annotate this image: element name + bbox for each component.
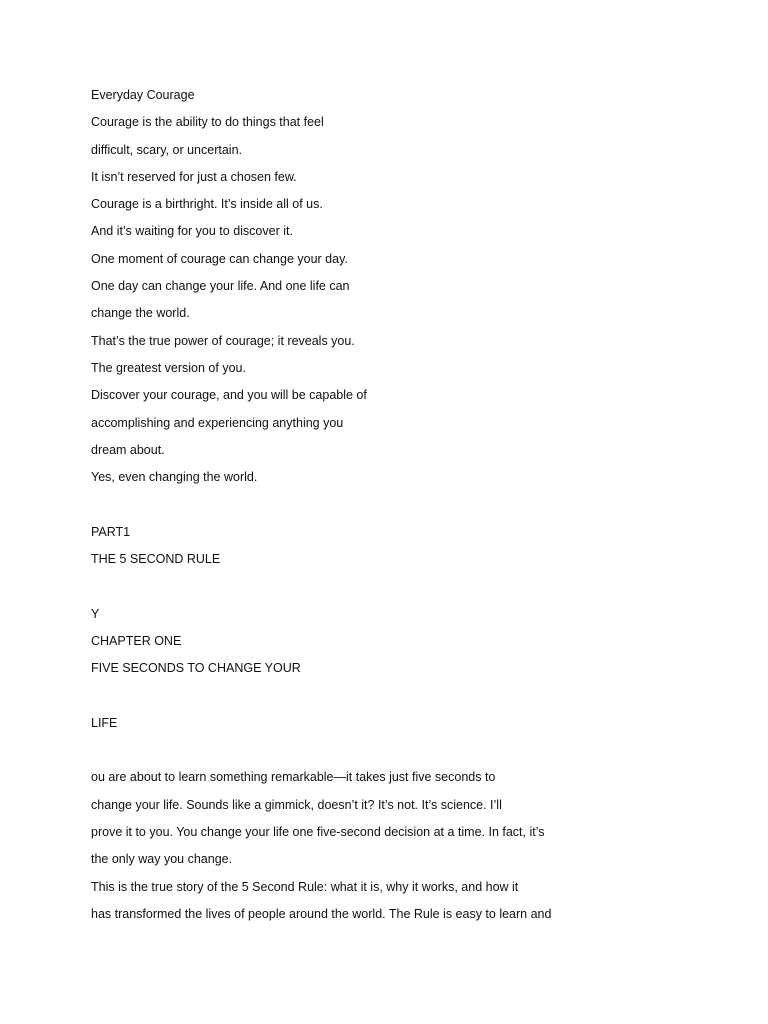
text-line: It isn’t reserved for just a chosen few.: [91, 169, 297, 184]
text-line: One day can change your life. And one life can: [91, 279, 350, 294]
chapter-title: FIVE SECONDS TO CHANGE YOUR: [91, 661, 301, 676]
body-text-line: This is the true story of the 5 Second Rule: what it is, why it works, and how it: [91, 879, 519, 894]
body-text-line: ou are about to learn something remarkable—it takes just five seconds to: [91, 770, 496, 785]
text-line: One moment of courage can change your day.: [91, 251, 348, 266]
chapter-title-continued: LIFE: [91, 715, 118, 730]
text-line: change the world.: [91, 306, 190, 321]
body-text-line: the only way you change.: [91, 852, 233, 867]
text-line: accomplishing and experiencing anything you: [91, 415, 344, 430]
text-line: That’s the true power of courage; it reveals you.: [91, 333, 355, 348]
text-line: Yes, even changing the world.: [91, 470, 258, 485]
blank-line: [91, 685, 731, 712]
body-text-line: change your life. Sounds like a gimmick, doesn’t it? It’s not. It’s science. I’ll: [91, 797, 502, 812]
text-line: Discover your courage, and you will be capable of: [91, 388, 367, 403]
blank-line: [91, 575, 731, 602]
part-heading: PART1: [91, 524, 131, 539]
text-line: difficult, scary, or uncertain.: [91, 142, 242, 157]
text-line: And it’s waiting for you to discover it.: [91, 224, 293, 239]
chapter-heading: CHAPTER ONE: [91, 633, 182, 648]
blank-line: [91, 739, 731, 766]
body-text-line: prove it to you. You change your life one five-second decision at a time. In fact, it’s: [91, 825, 545, 840]
document-text-block: [91, 84, 731, 930]
text-line: Courage is a birthright. It’s inside all of us.: [91, 197, 323, 212]
text-line: dream about.: [91, 442, 165, 457]
document-title: Everyday Courage: [91, 88, 195, 102]
text-line: Courage is the ability to do things that feel: [91, 115, 324, 130]
blank-line: [91, 493, 731, 520]
text-line: The greatest version of you.: [91, 360, 246, 375]
part-title: THE 5 SECOND RULE: [91, 552, 221, 567]
drop-cap-letter: Y: [91, 606, 100, 621]
body-text-line: has transformed the lives of people around the world. The Rule is easy to learn and: [91, 906, 552, 921]
